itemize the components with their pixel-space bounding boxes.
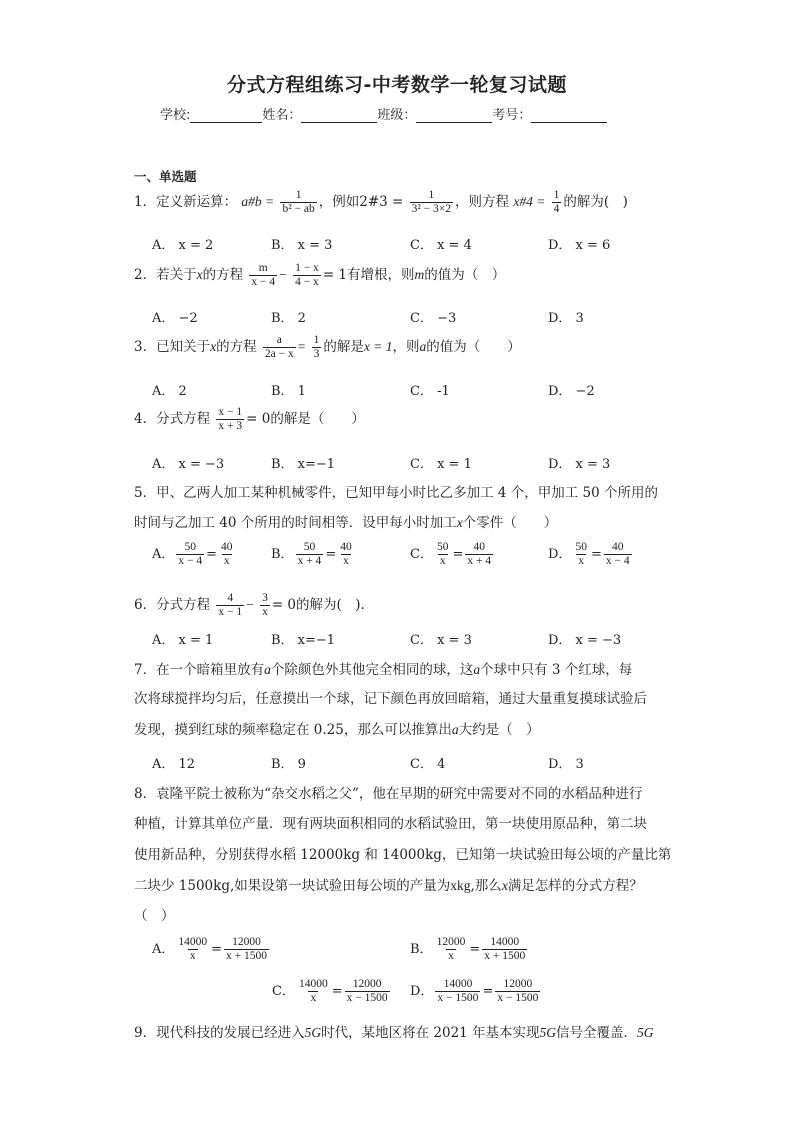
q8-b-frac-2 — [482, 936, 527, 963]
q6-minus: − — [246, 597, 254, 612]
school-field[interactable] — [190, 108, 262, 123]
q5-c-n2: 40 — [473, 541, 485, 553]
q1-def-lhs: a#b = — [241, 194, 275, 209]
q2-fraction-1 — [249, 262, 277, 289]
q3-text-a: 3．已知关于 — [134, 339, 211, 355]
q5-b-d1: x + 4 — [297, 555, 322, 567]
q5-b-frac-1 — [296, 541, 324, 568]
q5-a-d2: x — [223, 555, 230, 567]
q2-option-a[interactable]: A． −2 — [152, 311, 198, 326]
q5-c-label: C． — [410, 547, 433, 562]
q9-5g-3: 5G — [637, 1025, 654, 1040]
class-label: 班级： — [377, 108, 417, 123]
q3-option-c[interactable]: C． -1 — [410, 384, 450, 399]
q5-b-d2: x — [343, 555, 349, 567]
q1-fraction-2 — [410, 189, 453, 216]
q2-fraction-2 — [293, 262, 321, 289]
q5-option-b[interactable]: B． $\frac{50}{x + 4}$ = $\frac{40}{x}$ — [271, 541, 352, 567]
id-field[interactable] — [531, 108, 607, 123]
q5-c-frac-1 — [435, 541, 451, 568]
q4-option-d[interactable]: D． x = 3 — [548, 457, 611, 472]
q3-f2-num: 1 — [313, 334, 320, 346]
q5-line-2 — [134, 514, 557, 532]
q1-f1-num: 1 — [295, 189, 302, 201]
q8-a-label: A． — [152, 942, 175, 957]
q1-option-b[interactable]: B． x = 3 — [271, 238, 333, 253]
q7-a-var-3: a — [451, 722, 459, 737]
q3-a-var: a — [419, 339, 427, 354]
name-field[interactable] — [301, 108, 377, 123]
q6-f2-num: 3 — [262, 592, 268, 604]
q9-text-c: 信号全覆盖． — [556, 1025, 638, 1041]
q5-b-frac-2 — [338, 541, 354, 568]
question-4 — [134, 406, 365, 433]
q7-option-d[interactable]: D． 3 — [548, 757, 584, 772]
question-1 — [134, 189, 628, 216]
class-field[interactable] — [416, 108, 492, 123]
q5-a-label: A． — [152, 547, 175, 562]
q5-a-n1: 50 — [184, 541, 197, 553]
q8-c-d1: x — [310, 992, 317, 1004]
q8-a-frac-2 — [224, 936, 269, 963]
q8-b-d1: x — [448, 950, 454, 962]
q2-f1-den: x − 4 — [251, 276, 276, 288]
q8-d-n2: 12000 — [503, 978, 533, 990]
q8-text-b: ,那么 — [470, 878, 502, 894]
q5-a-frac-1 — [176, 541, 204, 568]
q1-text-b: ，例如2#3 = — [318, 194, 404, 210]
q3-option-a[interactable]: A． 2 — [152, 384, 187, 399]
q5-b-n1: 50 — [303, 541, 316, 553]
q1-f3-den: 4 — [553, 203, 560, 215]
q7-line-3 — [134, 721, 540, 739]
q3-fraction-1 — [263, 334, 296, 361]
q5-c-d1: x — [439, 555, 446, 567]
q8-option-c[interactable]: C． $\frac{14000}{x}$ = $\frac{12000}{x - 1500}$ — [272, 978, 388, 1004]
q5-a-frac-2 — [219, 541, 235, 568]
q2-text-c: = 1有增根，则 — [322, 267, 415, 283]
q8-d-frac-1 — [435, 978, 480, 1005]
q7-a-var-2: a — [473, 662, 481, 677]
q5-a-n2: 40 — [221, 541, 233, 553]
q2-option-c[interactable]: C． −3 — [410, 311, 457, 326]
q2-f2-den: 4 − x — [295, 276, 319, 288]
q1-text-c: ，则方程 — [455, 194, 510, 210]
question-3 — [134, 334, 521, 361]
q8-line-4 — [134, 877, 643, 895]
q8-text-a: 二块少 1500kg,如果设第一块试验田每公顷的产量为 — [134, 878, 451, 894]
q1-text-a: 1．定义新运算： — [134, 194, 238, 210]
q7-a-var-1: a — [264, 662, 271, 677]
q8-xkg: xkg — [450, 878, 471, 893]
q9-line-1 — [134, 1024, 654, 1042]
q1-text-d: 的解为( ) — [563, 194, 628, 210]
q1-f2-num: 1 — [428, 189, 435, 201]
q6-f1-num: 4 — [227, 592, 234, 604]
q4-text-a: 4．分式方程 — [134, 411, 211, 427]
q8-c-n1: 14000 — [298, 978, 328, 990]
q8-line-2: 种植，计算其单位产量．现有两块面积相同的水稻试验田，第一块使用原品种，第二块 — [134, 816, 647, 832]
section-heading: 一、单选题 — [134, 169, 197, 184]
q4-option-a[interactable]: A． x = −3 — [152, 457, 225, 472]
q8-b-label: B． — [410, 942, 433, 957]
q4-f1-den: x + 3 — [218, 420, 243, 432]
q7-text-c: 个球中只有 3 个红球，每 — [480, 662, 633, 678]
q7-option-c[interactable]: C． 4 — [410, 757, 446, 772]
q4-option-c[interactable]: C． x = 1 — [410, 457, 472, 472]
q5-b-n2: 40 — [340, 541, 352, 553]
q6-fraction-1 — [216, 592, 244, 619]
q1-f1-den: b² − ab — [282, 203, 315, 215]
q2-minus: − — [279, 267, 287, 282]
q7-text-d: 发现，摸到红球的频率稳定在 0.25，那么可以推算出 — [134, 722, 452, 738]
q5-text-b: 个零件（ ） — [462, 515, 558, 531]
q5-d-n1: 50 — [575, 541, 587, 553]
q4-text-b: = 0的解是（ ） — [246, 411, 365, 427]
q8-a-n1: 14000 — [178, 936, 208, 948]
q9-5g-2: 5G — [539, 1025, 557, 1040]
q1-fraction-1 — [280, 189, 316, 216]
q5-c-n1: 50 — [436, 541, 449, 553]
q8-option-a[interactable]: A． $\frac{14000}{x}$ = $\frac{12000}{x + 1500}$ — [152, 936, 268, 962]
q3-option-b[interactable]: B． 1 — [271, 384, 306, 399]
q5-d-d2: x − 4 — [605, 555, 630, 567]
q7-line-1 — [134, 661, 632, 679]
q5-c-frac-2 — [465, 541, 493, 568]
q1-equation: x#4 = — [513, 194, 546, 209]
q6-f1-den: x − 1 — [218, 606, 243, 618]
q5-var: x — [456, 515, 463, 530]
q6-fraction-2 — [260, 592, 270, 619]
q8-a-frac-1 — [176, 936, 209, 963]
q5-option-a[interactable]: A． $\frac{50}{x - 4}$ = $\frac{40}{x}$ — [152, 541, 233, 567]
q3-var: x — [210, 339, 217, 354]
q8-c-frac-1 — [297, 978, 330, 1005]
q2-option-b[interactable]: B． 2 — [271, 311, 306, 326]
q8-b-frac-1 — [435, 936, 468, 963]
q2-m: m — [414, 267, 425, 282]
q8-line-1: 8．袁隆平院士被称为“杂交水稻之父”，他在早期的研究中需要对不同的水稻品种进行 — [134, 786, 643, 802]
q5-d-frac-2 — [604, 541, 632, 568]
id-label: 考号： — [492, 108, 532, 123]
q6-option-b[interactable]: B． x=−1 — [271, 633, 336, 648]
q8-line-3: 使用新品种，分别获得水稻 12000kg 和 14000kg，已知第一块试验田每公顷的产量比第 — [134, 847, 672, 863]
q7-line-2: 次将球搅拌均匀后，任意摸出一个球，记下颜色再放回暗箱，通过大量重复摸球试验后 — [134, 691, 647, 707]
q9-5g-1: 5G — [304, 1025, 322, 1040]
q2-var: x — [196, 267, 203, 282]
q6-option-a[interactable]: A． x = 1 — [152, 633, 214, 648]
q4-fraction-1 — [216, 406, 244, 433]
q3-fraction-2 — [312, 334, 322, 361]
q3-text-e: 的值为（ ） — [426, 339, 521, 355]
q6-text-b: = 0的解为( ). — [271, 597, 365, 613]
q8-line-5: （ ） — [134, 908, 175, 924]
q5-option-d[interactable]: D． $\frac{50}{x}$ = $\frac{40}{x - 4}$ — [548, 541, 630, 567]
q3-f1-num: a — [276, 334, 282, 346]
q2-f2-num: 1 − x — [295, 262, 319, 274]
q5-c-d2: x + 4 — [467, 555, 492, 567]
q8-d-frac-2 — [495, 978, 540, 1005]
q3-f1-den: 2a − x — [264, 348, 294, 360]
q1-f3-num: 1 — [553, 189, 560, 201]
q5-a-d1: x − 4 — [178, 555, 203, 567]
q3-option-d[interactable]: D． −2 — [548, 384, 595, 399]
q8-b-d2: x + 1500 — [484, 950, 526, 962]
q6-option-c[interactable]: C． x = 3 — [410, 633, 472, 648]
q3-equals: = — [297, 339, 306, 354]
q8-var: x — [501, 878, 508, 893]
q6-f2-den: x — [262, 606, 268, 618]
q8-option-d[interactable]: D． $\frac{14000}{x - 1500}$ = $\frac{12000}{x - 1500}$ — [410, 978, 539, 1004]
q8-c-d2: x − 1500 — [346, 992, 388, 1004]
q2-text-a: 2．若关于 — [134, 267, 197, 283]
q7-option-b[interactable]: B． 9 — [271, 757, 306, 772]
q7-text-e: 大约是（ ） — [458, 722, 540, 738]
q1-option-a[interactable]: A． x = 2 — [152, 238, 214, 253]
q5-d-frac-1 — [573, 541, 589, 568]
q1-f2-den: 3² − 3×2 — [411, 203, 452, 215]
q2-text-d: 的值为（ ） — [424, 267, 506, 283]
question-2 — [134, 262, 505, 289]
q8-c-label: C． — [272, 984, 295, 999]
q8-a-n2: 12000 — [232, 936, 261, 948]
q1-option-c[interactable]: C． x = 4 — [410, 238, 472, 253]
q5-line-1: 5．甲、乙两人加工某种机械零件，已知甲每小时比乙多加工 4 个，甲加工 50 个所用的 — [134, 485, 659, 501]
q8-d-d2: x − 1500 — [497, 992, 539, 1004]
name-label: 姓名： — [262, 108, 302, 123]
q6-text-a: 6．分式方程 — [134, 597, 211, 613]
q1-fraction-3 — [552, 189, 562, 216]
q7-text-a: 7．在一个暗箱里放有 — [134, 662, 265, 678]
q4-f1-num: x − 1 — [218, 406, 243, 418]
school-label: 学校: — [160, 108, 191, 123]
q8-option-b[interactable]: B． $\frac{12000}{x}$ = $\frac{14000}{x + 1500}$ — [410, 936, 526, 962]
q8-b-n1: 12000 — [436, 936, 466, 948]
q9-text-a: 9．现代科技的发展已经进入 — [134, 1025, 305, 1041]
q7-option-a[interactable]: A． 12 — [152, 757, 196, 772]
q2-option-d[interactable]: D． 3 — [548, 311, 584, 326]
q8-b-n2: 14000 — [490, 936, 520, 948]
q5-d-n2: 40 — [611, 541, 624, 553]
q5-b-label: B． — [271, 547, 294, 562]
q4-option-b[interactable]: B． x=−1 — [271, 457, 336, 472]
question-6 — [134, 592, 365, 619]
q8-a-d1: x — [189, 950, 196, 962]
q2-f1-num: m — [258, 262, 268, 274]
q1-option-d[interactable]: D． x = 6 — [548, 238, 611, 253]
q6-option-d[interactable]: D． x = −3 — [548, 633, 622, 648]
q7-text-b: 个除颜色外其他完全相同的球，这 — [270, 662, 474, 678]
q5-d-d1: x — [578, 555, 585, 567]
q5-d-label: D． — [548, 547, 572, 562]
q5-option-c[interactable]: C． $\frac{50}{x}$ = $\frac{40}{x + 4}$ — [410, 541, 492, 567]
q3-f2-den: 3 — [313, 348, 320, 360]
q9-text-b: 时代，某地区将在 2021 年基本实现 — [321, 1025, 540, 1041]
q8-c-n2: 12000 — [352, 978, 382, 990]
q8-a-d2: x + 1500 — [226, 950, 268, 962]
q8-c-frac-2 — [345, 978, 390, 1005]
q8-d-n1: 14000 — [443, 978, 473, 990]
q8-d-label: D． — [410, 984, 434, 999]
page-title: 分式方程组练习-中考数学一轮复习试题 — [227, 74, 567, 96]
student-info-line — [160, 104, 607, 123]
q3-text-c: 的解是 — [323, 339, 364, 355]
q5-text-a: 时间与乙加工 40 个所用的时间相等．设甲每小时加工 — [134, 515, 457, 531]
q8-text-c: 满足怎样的分式方程？ — [507, 878, 643, 894]
q2-text-b: 的方程 — [202, 267, 244, 283]
q3-text-b: 的方程 — [216, 339, 257, 355]
q3-solution: x = 1 — [363, 339, 393, 354]
q8-d-d1: x − 1500 — [437, 992, 479, 1004]
q3-text-d: ，则 — [392, 339, 420, 355]
